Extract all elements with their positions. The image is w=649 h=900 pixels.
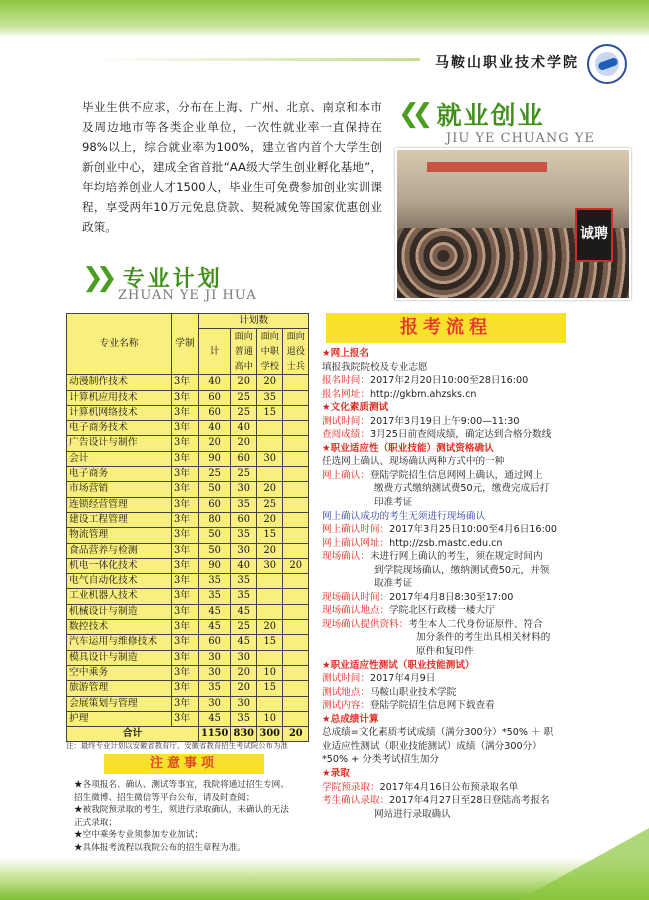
major-cell: 会计 [67, 451, 172, 466]
flow-row [322, 686, 604, 700]
flow-row [322, 537, 604, 551]
flow-row [322, 550, 604, 564]
flow-row [322, 794, 604, 808]
years-cell: 3年 [172, 574, 199, 589]
table-row [67, 650, 309, 665]
flow-row [322, 428, 604, 442]
years-cell: 3年 [172, 650, 199, 665]
years-cell: 3年 [172, 467, 199, 482]
plan-table-body [67, 375, 309, 727]
vocational-cell: 20 [257, 543, 283, 558]
enrollment-plan-table [66, 313, 309, 742]
vocational-cell: 30 [257, 451, 283, 466]
flow-section-heading: ★职业适应性测试（职业技能测试） [322, 659, 475, 671]
years-cell: 3年 [172, 528, 199, 543]
veteran-cell [283, 635, 309, 650]
notice-title: 注意事项 [104, 754, 264, 774]
veteran-cell [283, 696, 309, 711]
total-cell: 30 [199, 650, 231, 665]
total-cell: 40 [199, 421, 231, 436]
major-cell: 动漫制作技术 [67, 375, 172, 390]
major-cell: 工业机器人技术 [67, 589, 172, 604]
table-row [67, 558, 309, 573]
high-school-cell: 35 [231, 528, 257, 543]
flow-row [322, 672, 604, 686]
flow-value: 3月25日前查阅成绩，确定达到合格分数线 [369, 429, 552, 441]
school-name: 马鞍山职业技术学院 [435, 55, 579, 71]
major-cell: 建设工程管理 [67, 512, 172, 527]
table-row [67, 711, 309, 726]
chevron-left-icon: ❮❮ [398, 99, 426, 129]
veteran-cell [283, 512, 309, 527]
flow-value: 2017年4月8日8:30至17:00 [389, 591, 514, 603]
notice-item: ★被我院预录取的考生，须进行录取确认，未确认的无法正式录取； [74, 805, 289, 828]
header-major: 专业名称 [67, 314, 172, 375]
total-vet: 20 [283, 727, 309, 742]
application-flow [322, 347, 604, 821]
flow-label: 报名网址： [322, 388, 370, 400]
header-vocational: 面向中职学校 [257, 329, 283, 375]
veteran-cell [283, 497, 309, 512]
major-cell: 计算机网络技术 [67, 405, 172, 420]
major-cell: 护理 [67, 711, 172, 726]
table-row [67, 589, 309, 604]
flow-value: 2017年3月25日10:00至4月6日16:00 [389, 524, 557, 536]
veteran-cell [283, 405, 309, 420]
flow-row [322, 523, 604, 537]
high-school-cell: 20 [231, 436, 257, 451]
job-fair-photo [395, 148, 631, 300]
table-row [67, 375, 309, 390]
employment-title [398, 96, 545, 132]
flow-text: 加分条件的考生出具相关材料的 [416, 632, 551, 644]
total-cell: 50 [199, 482, 231, 497]
veteran-cell [283, 574, 309, 589]
major-cell: 市场营销 [67, 482, 172, 497]
vocational-cell: 20 [257, 482, 283, 497]
chevron-right-icon: ❯❯ [82, 262, 110, 293]
years-cell: 3年 [172, 681, 199, 696]
flow-text: 原件和复印件 [416, 646, 474, 658]
table-row [67, 635, 309, 650]
years-cell: 3年 [172, 620, 199, 635]
total-cell: 35 [199, 681, 231, 696]
total-cell: 60 [199, 390, 231, 405]
flow-row [322, 781, 604, 795]
vocational-cell [257, 589, 283, 604]
flow-title: 报考流程 [326, 313, 566, 343]
major-cell: 电气自动化技术 [67, 574, 172, 589]
total-cell: 30 [199, 696, 231, 711]
flow-label: 测试时间： [322, 415, 370, 427]
veteran-cell [283, 604, 309, 619]
flow-row [322, 618, 604, 632]
table-row [67, 421, 309, 436]
header-plan: 计划数 [199, 314, 309, 329]
high-school-cell: 40 [231, 421, 257, 436]
flow-text: 总成绩=文化素质考试成绩（满分300分）*50% ＋ 职 [322, 727, 554, 739]
table-row [67, 681, 309, 696]
table-row [67, 482, 309, 497]
vocational-cell [257, 421, 283, 436]
total-cell: 45 [199, 620, 231, 635]
vocational-cell [257, 574, 283, 589]
registration-url: http://gkbm.ahzsks.cn [369, 388, 477, 400]
vocational-cell: 35 [257, 390, 283, 405]
total-cell: 45 [199, 711, 231, 726]
flow-row [322, 469, 604, 483]
years-cell: 3年 [172, 711, 199, 726]
years-cell: 3年 [172, 543, 199, 558]
flow-text: 印准考证 [374, 497, 413, 509]
flow-value: 2017年4月27日至28日登陆高考报名 [389, 795, 550, 807]
flow-value: 2017年3月19日上午9:00—11:30 [369, 415, 520, 427]
high-school-cell: 60 [231, 451, 257, 466]
flow-label: 现场确认时间： [322, 591, 390, 603]
high-school-cell: 35 [231, 589, 257, 604]
years-cell: 3年 [172, 390, 199, 405]
notice-item: ★具体报考流程以我院公布的招生章程为准。 [74, 842, 246, 853]
high-school-cell: 30 [231, 696, 257, 711]
major-cell: 汽车运用与维修技术 [67, 635, 172, 650]
major-cell: 电子商务技术 [67, 421, 172, 436]
vocational-cell: 10 [257, 665, 283, 680]
total-voc: 300 [257, 727, 283, 742]
flow-label: 现场确认提供资料： [322, 618, 409, 630]
vocational-cell: 10 [257, 711, 283, 726]
table-row [67, 390, 309, 405]
major-cell: 电子商务 [67, 467, 172, 482]
flow-label: 测试地点： [322, 686, 370, 698]
total-cell: 90 [199, 451, 231, 466]
veteran-cell [283, 589, 309, 604]
flow-text: 取准考证 [374, 578, 413, 590]
major-cell: 空中乘务 [67, 665, 172, 680]
veteran-cell [283, 421, 309, 436]
major-cell: 连锁经营管理 [67, 497, 172, 512]
vocational-cell: 25 [257, 497, 283, 512]
table-row [67, 467, 309, 482]
flow-row [322, 415, 604, 429]
high-school-cell: 40 [231, 558, 257, 573]
flow-label: 网上确认网址： [322, 537, 390, 549]
flow-value: 登陆学院招生信息网网上确认，通过网上 [369, 469, 543, 481]
total-cell: 35 [199, 574, 231, 589]
flow-label: 学院预录取： [322, 781, 380, 793]
table-row [67, 512, 309, 527]
high-school-cell: 20 [231, 375, 257, 390]
school-logo-icon [587, 44, 627, 84]
years-cell: 3年 [172, 635, 199, 650]
high-school-cell: 35 [231, 711, 257, 726]
vocational-cell: 15 [257, 635, 283, 650]
years-cell: 3年 [172, 512, 199, 527]
veteran-cell: 20 [283, 558, 309, 573]
table-row [67, 451, 309, 466]
top-green-band [0, 0, 649, 38]
high-school-cell: 60 [231, 512, 257, 527]
flow-value: 考生本人二代身份证原件、符合 [408, 618, 543, 630]
header-total: 计 [199, 329, 231, 375]
total-cell: 50 [199, 528, 231, 543]
high-school-cell: 45 [231, 635, 257, 650]
high-school-cell: 30 [231, 543, 257, 558]
years-cell: 3年 [172, 375, 199, 390]
header-stripe [90, 58, 420, 61]
veteran-cell [283, 665, 309, 680]
flow-value: 登陆学院招生信息网下载查看 [369, 700, 495, 712]
employment-title-cn: 就业创业 [436, 101, 545, 130]
flow-text: 业适应性测试（职业技能测试）成绩（满分300分） [322, 740, 542, 752]
veteran-cell [283, 528, 309, 543]
notice-item: ★各项报名、确认、测试等事宜，我院将通过招生专网、招生微博、招生微信等平台公布，请及时查阅； [74, 780, 289, 803]
vocational-cell: 20 [257, 512, 283, 527]
plan-title-en: ZHUAN YE JI HUA [118, 288, 257, 303]
veteran-cell [283, 482, 309, 497]
flow-row [322, 388, 604, 402]
flow-label: 网上确认： [322, 469, 370, 481]
major-cell: 物流管理 [67, 528, 172, 543]
flow-value: 马鞍山职业技术学院 [369, 686, 457, 698]
veteran-cell [283, 436, 309, 451]
vocational-cell [257, 696, 283, 711]
table-row [67, 604, 309, 619]
years-cell: 3年 [172, 589, 199, 604]
years-cell: 3年 [172, 497, 199, 512]
high-school-cell: 30 [231, 650, 257, 665]
vocational-cell [257, 436, 283, 451]
total-cell: 60 [199, 405, 231, 420]
vocational-cell [257, 650, 283, 665]
high-school-cell: 25 [231, 390, 257, 405]
flow-value: 未进行网上确认的考生，须在规定时间内 [369, 551, 543, 563]
intro-paragraph: 毕业生供不应求，分布在上海、广州、北京、南京和本市及周边地市等各类企业单位，一次性就业率一直保持在98%以上，综合就业率为100%，建立省内首个大学生创新创业中心，建成全省首批“AA级大学生创业孵化基地”，年均培养创业人才1500人，毕业生可免费参加创业实训课程，享受两年10万元免息贷款、契税减免等国家优惠创业政策。 [82, 100, 382, 234]
flow-text: 任选网上确认、现场确认两种方式中的一种 [322, 456, 505, 468]
flow-section-heading: ★网上报名 [322, 348, 369, 359]
total-high: 830 [231, 727, 257, 742]
total-cell: 45 [199, 604, 231, 619]
years-cell: 3年 [172, 665, 199, 680]
flow-row [322, 591, 604, 605]
table-row [67, 436, 309, 451]
vocational-cell [257, 467, 283, 482]
years-cell: 3年 [172, 421, 199, 436]
flow-text: 缴费方式缴纳测试费50元，缴费完成后打 [374, 483, 550, 495]
confirm-url: http://zsb.mastc.edu.cn [389, 537, 503, 549]
total-sum: 1150 [199, 727, 231, 742]
high-school-cell: 20 [231, 681, 257, 696]
employment-title-en: JIU YE CHUANG YE [446, 131, 595, 146]
veteran-cell [283, 390, 309, 405]
flow-blue-text: 网上确认成功的考生无须进行现场确认 [322, 510, 486, 522]
veteran-cell [283, 375, 309, 390]
flow-text: 填报我院院校及专业志愿 [322, 361, 428, 373]
total-cell: 60 [199, 497, 231, 512]
years-cell: 3年 [172, 436, 199, 451]
major-cell: 模具设计与制造 [67, 650, 172, 665]
flow-label: 测试时间： [322, 673, 370, 685]
flow-section-heading: ★录取 [322, 767, 350, 779]
table-row [67, 620, 309, 635]
school-header [0, 40, 649, 82]
flow-value: 2017年4月16日公布预录取名单 [379, 781, 519, 793]
years-cell: 3年 [172, 451, 199, 466]
veteran-cell [283, 650, 309, 665]
flow-row [322, 604, 604, 618]
flow-label: 网上确认时间： [322, 524, 390, 536]
vocational-cell [257, 604, 283, 619]
total-cell: 90 [199, 558, 231, 573]
total-label: 合计 [67, 727, 199, 742]
table-row [67, 696, 309, 711]
photo-sign: 诚聘 [575, 208, 613, 262]
total-cell: 60 [199, 635, 231, 650]
header-years: 学制 [172, 314, 199, 375]
high-school-cell: 35 [231, 497, 257, 512]
table-row [67, 528, 309, 543]
major-cell: 食品营养与检测 [67, 543, 172, 558]
veteran-cell [283, 451, 309, 466]
flow-label: 现场确认地点： [322, 605, 390, 617]
total-cell: 50 [199, 543, 231, 558]
table-row [67, 665, 309, 680]
major-cell: 计算机应用技术 [67, 390, 172, 405]
veteran-cell [283, 543, 309, 558]
photo-banner [427, 162, 547, 172]
flow-section-heading: ★总成绩计算 [322, 713, 379, 725]
vocational-cell: 30 [257, 558, 283, 573]
flow-section-heading: ★职业适应性（职业技能）测试资格确认 [322, 442, 494, 454]
high-school-cell: 25 [231, 467, 257, 482]
flow-label: 查阅成绩： [322, 429, 370, 441]
notice-item: ★空中乘务专业须参加专业加试； [74, 830, 203, 841]
high-school-cell: 35 [231, 574, 257, 589]
flow-section-heading: ★文化素质测试 [322, 402, 389, 414]
flow-value: 2017年4月9日 [369, 673, 436, 685]
major-cell: 旅游管理 [67, 681, 172, 696]
plan-note: 注：最终专业计划以安徽省教育厅、安徽省教育招生考试院公布为准 [66, 741, 288, 750]
major-cell: 会展策划与管理 [67, 696, 172, 711]
flow-text: 到学院现场确认，缴纳测试费50元，并领 [374, 564, 550, 576]
vocational-cell: 15 [257, 405, 283, 420]
vocational-cell: 15 [257, 528, 283, 543]
total-cell: 80 [199, 512, 231, 527]
table-row [67, 497, 309, 512]
major-cell: 机电一体化技术 [67, 558, 172, 573]
plan-title-cn: 专业计划 [122, 267, 223, 292]
high-school-cell: 45 [231, 604, 257, 619]
flow-text: 网站进行录取确认 [374, 808, 451, 820]
major-cell: 广告设计与制作 [67, 436, 172, 451]
total-cell: 40 [199, 375, 231, 390]
header-veteran: 面向退役士兵 [283, 329, 309, 375]
flow-label: 现场确认： [322, 551, 370, 563]
high-school-cell: 25 [231, 620, 257, 635]
flow-value: 学院北区行政楼一楼大厅 [389, 605, 495, 617]
vocational-cell: 15 [257, 681, 283, 696]
bottom-corner-decoration [519, 828, 649, 900]
high-school-cell: 25 [231, 405, 257, 420]
header-high-school: 面向普通高中 [231, 329, 257, 375]
flow-text: *50% + 分类考试招生加分 [322, 754, 440, 766]
table-row [67, 574, 309, 589]
table-row [67, 405, 309, 420]
major-cell: 数控技术 [67, 620, 172, 635]
years-cell: 3年 [172, 604, 199, 619]
veteran-cell [283, 711, 309, 726]
veteran-cell [283, 681, 309, 696]
flow-label: 考生确认录取： [322, 795, 390, 807]
vocational-cell: 20 [257, 375, 283, 390]
veteran-cell [283, 620, 309, 635]
major-cell: 机械设计与制造 [67, 604, 172, 619]
vocational-cell: 20 [257, 620, 283, 635]
years-cell: 3年 [172, 558, 199, 573]
flow-label: 测试内容： [322, 700, 370, 712]
years-cell: 3年 [172, 482, 199, 497]
total-cell: 30 [199, 665, 231, 680]
total-cell: 25 [199, 467, 231, 482]
flow-row [322, 699, 604, 713]
flow-row [322, 374, 604, 388]
flow-label: 报名时间： [322, 375, 370, 387]
high-school-cell: 20 [231, 665, 257, 680]
total-cell: 35 [199, 589, 231, 604]
total-cell: 20 [199, 436, 231, 451]
notice-list [74, 779, 294, 855]
flow-value: 2017年2月20日10:00至28日16:00 [369, 375, 529, 387]
table-row [67, 543, 309, 558]
years-cell: 3年 [172, 696, 199, 711]
years-cell: 3年 [172, 405, 199, 420]
veteran-cell [283, 467, 309, 482]
high-school-cell: 30 [231, 482, 257, 497]
